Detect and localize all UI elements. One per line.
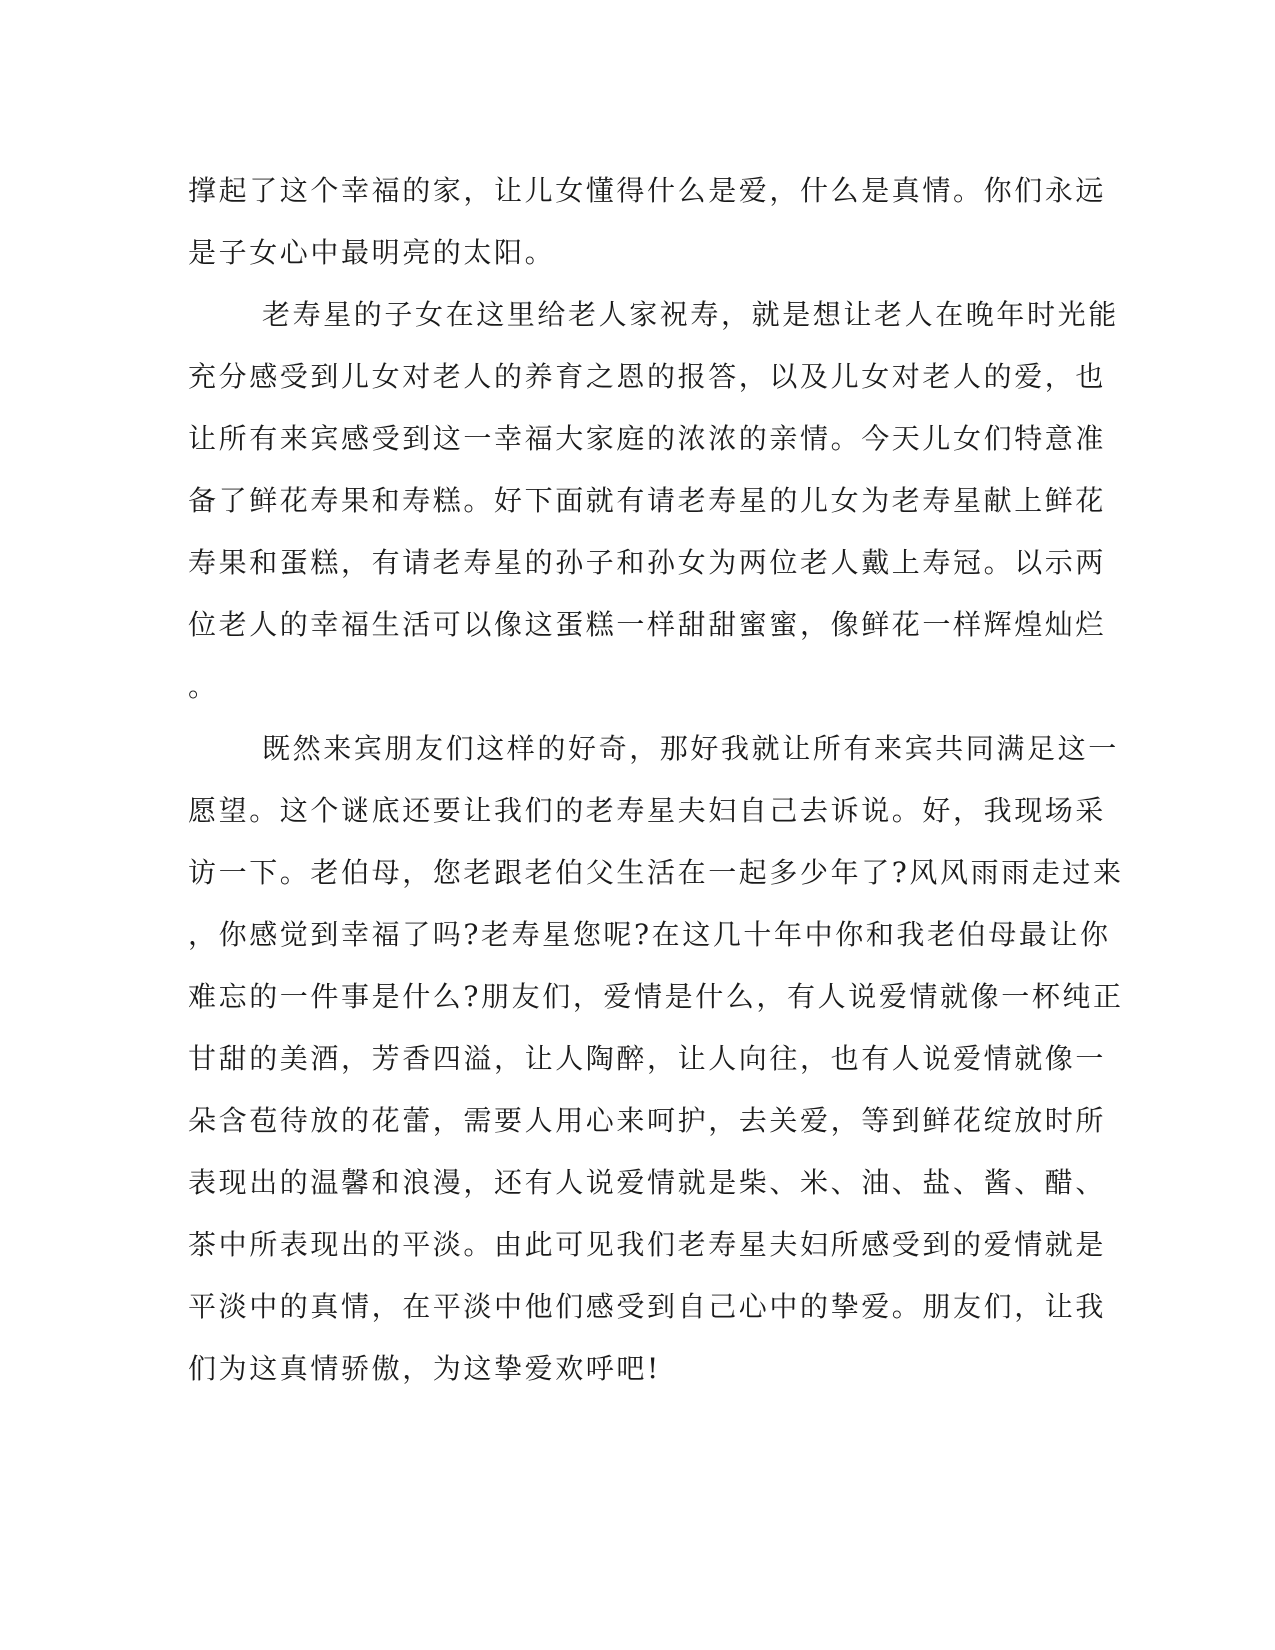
text-line: 寿果和蛋糕，有请老寿星的孙子和孙女为两位老人戴上寿冠。以示两 bbox=[188, 546, 1107, 579]
text-line: 平淡中的真情，在平淡中他们感受到自己心中的挚爱。朋友们，让我 bbox=[188, 1290, 1107, 1323]
paragraph-first-line: 老寿星的子女在这里给老人家祝寿，就是想让老人在晚年时光能 bbox=[262, 298, 1119, 331]
text-line: 是子女心中最明亮的太阳。 bbox=[188, 236, 556, 269]
text-line: 让所有来宾感受到这一幸福大家庭的浓浓的亲情。今天儿女们特意准 bbox=[188, 422, 1107, 455]
text-line: 备了鲜花寿果和寿糕。好下面就有请老寿星的儿女为老寿星献上鲜花 bbox=[188, 484, 1107, 517]
text-line: 表现出的温馨和浪漫，还有人说爱情就是柴、米、油、盐、酱、醋、 bbox=[188, 1166, 1107, 1199]
text-line: 充分感受到儿女对老人的养育之恩的报答，以及儿女对老人的爱，也 bbox=[188, 360, 1107, 393]
document-body bbox=[188, 160, 1124, 1400]
text-line: 们为这真情骄傲，为这挚爱欢呼吧! bbox=[188, 1352, 661, 1385]
text-line: 甘甜的美酒，芳香四溢，让人陶醉，让人向往，也有人说爱情就像一 bbox=[188, 1042, 1107, 1075]
text-line: 茶中所表现出的平淡。由此可见我们老寿星夫妇所感受到的爱情就是 bbox=[188, 1228, 1107, 1261]
text-line: 访一下。老伯母，您老跟老伯父生活在一起多少年了?风风雨雨走过来 bbox=[188, 856, 1124, 889]
text-line: 撑起了这个幸福的家，让儿女懂得什么是爱，什么是真情。你们永远 bbox=[188, 174, 1107, 207]
text-line: 难忘的一件事是什么?朋友们，爱情是什么，有人说爱情就像一杯纯正 bbox=[188, 980, 1124, 1013]
text-line: 。 bbox=[188, 670, 219, 703]
text-line: 位老人的幸福生活可以像这蛋糕一样甜甜蜜蜜，像鲜花一样辉煌灿烂 bbox=[188, 608, 1107, 641]
text-line: ，你感觉到幸福了吗?老寿星您呢?在这几十年中你和我老伯母最让你 bbox=[188, 918, 1111, 951]
text-line: 朵含苞待放的花蕾，需要人用心来呵护，去关爱，等到鲜花绽放时所 bbox=[188, 1104, 1107, 1137]
paragraph-first-line: 既然来宾朋友们这样的好奇，那好我就让所有来宾共同满足这一 bbox=[262, 732, 1119, 765]
text-line: 愿望。这个谜底还要让我们的老寿星夫妇自己去诉说。好，我现场采 bbox=[188, 794, 1107, 827]
